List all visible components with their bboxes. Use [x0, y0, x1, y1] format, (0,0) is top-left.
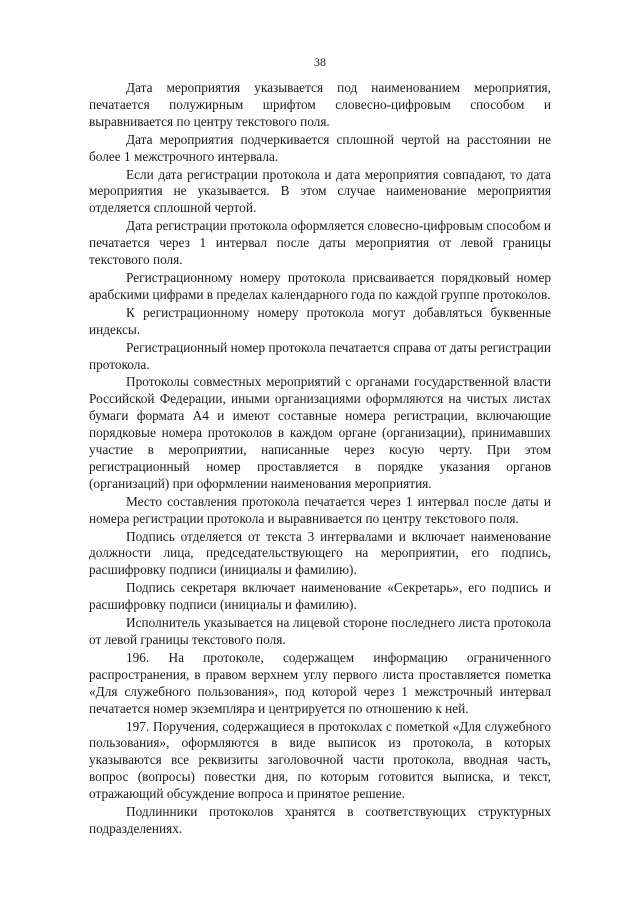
paragraph: Дата мероприятия подчеркивается сплошной чертой на расстоянии не более 1 межстрочного интервала. — [89, 131, 551, 164]
paragraph: Регистрационный номер протокола печатается справа от даты регистрации протокола. — [89, 339, 551, 372]
paragraph: Исполнитель указывается на лицевой стороне последнего листа протокола от левой границы текстового поля. — [89, 615, 551, 647]
paragraph: Дата регистрации протокола оформляется словесно-цифровым способом и печатается через 1 интервал после даты мероприятия от левой границы текстового поля. — [89, 218, 551, 268]
paragraph: Подпись отделяется от текста 3 интервалами и включает наименование должности лица, председательствующего на мероприятии, его подпись, расшифровку подписи (инициалы и фамилию). — [89, 528, 551, 578]
paragraph: Регистрационному номеру протокола присваивается порядковый номер арабскими цифрами в пределах календарного года по каждой группе протоколов. — [89, 269, 551, 302]
paragraph: К регистрационному номеру протокола могут добавляться буквенные индексы. — [89, 304, 551, 337]
paragraph: Подпись секретаря включает наименование «Секретарь», его подпись и расшифровку подписи (инициалы и фамилию). — [89, 580, 551, 613]
paragraph-item-197: 197. Поручения, содержащиеся в протоколах с пометкой «Для служебного пользования», оформляются в виде выписок из протокола, в которых указываются все реквизиты заголовочной части протокола, вводная часть, вопрос (вопросы) повестки дня, по которым готовится выписка, и текст, отражающий обсуждение вопроса и принятое решение. — [89, 718, 551, 802]
paragraph: Дата мероприятия указывается под наименованием мероприятия, печатается полужирным шрифтом словесно-цифровым способом и выравнивается по центру текстового поля. — [89, 80, 551, 129]
paragraph: Если дата регистрации протокола и дата мероприятия совпадают, то дата мероприятия не указывается. В этом случае наименование мероприятия отделяется сплошной чертой. — [89, 166, 551, 216]
document-body — [89, 80, 551, 839]
paragraph: Протоколы совместных мероприятий с органами государственной власти Российской Федерации, иными организациями оформляются на чистых листах бумаги формата А4 и имеют составные номера регистрации, включающие порядковые номера протоколов в каждом органе (организации), принимавших участие в мероприятии, написанные через косую черту. При этом регистрационный номер проставляется в порядке указания органов (организаций) при оформлении наименования мероприятия. — [89, 374, 551, 491]
paragraph: Подлинники протоколов хранятся в соответствующих структурных подразделениях. — [89, 804, 551, 836]
page-number: 38 — [314, 55, 326, 69]
paragraph-item-196: 196. На протоколе, содержащем информацию ограниченного распространения, в правом верхнем углу первого листа проставляется пометка «Для служебного пользования», под которой через 1 межстрочный интервал печатается номер экземпляра и центрируется по отношению к ней. — [89, 649, 551, 716]
paragraph: Место составления протокола печатается через 1 интервал после даты и номера регистрации протокола и выравнивается по центру текстового поля. — [89, 493, 551, 526]
